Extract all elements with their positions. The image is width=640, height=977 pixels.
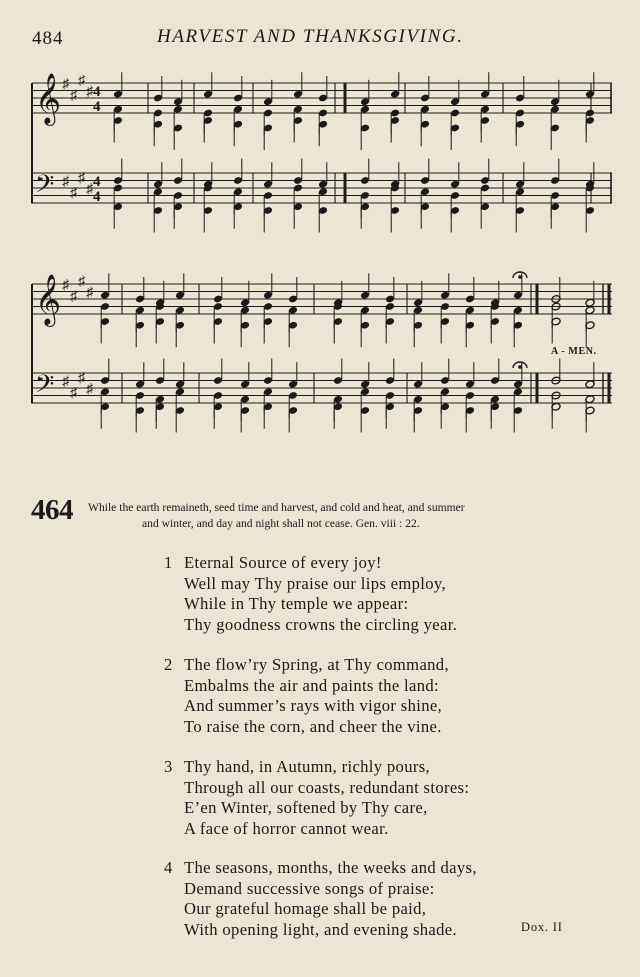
stanza-4 <box>164 858 477 940</box>
bass-clef-icon: 𝄢 <box>35 171 55 204</box>
sharp-icon: ♯ <box>70 88 77 104</box>
hymn-number: 464 <box>31 494 73 526</box>
time-signature-top: 4 <box>93 84 101 100</box>
sharp-icon: ♯ <box>78 370 85 386</box>
verse-line: Through all our coasts, redundant stores: <box>184 777 470 797</box>
verse-line: Thy hand, in Autumn, richly pours, <box>184 757 431 776</box>
epigraph-line: and winter, and day and night shall not cease. Gen. viii : 22. <box>142 517 420 530</box>
epigraph <box>88 500 578 532</box>
sharp-icon: ♯ <box>78 73 85 89</box>
sharp-icon: ♯ <box>86 84 93 100</box>
stanza-2 <box>164 655 449 737</box>
sharp-icon: ♯ <box>70 185 77 201</box>
clefs <box>35 74 61 404</box>
sharp-icon: ♯ <box>62 174 69 190</box>
doxology-reference: Dox. II <box>521 920 563 934</box>
stanza-number: 3 <box>164 757 173 776</box>
verse-line: The flow’ry Spring, at Thy command, <box>184 655 449 674</box>
barlines <box>122 83 611 403</box>
sharp-icon: ♯ <box>62 77 69 92</box>
time-signature-bottom: 4 <box>93 189 101 205</box>
running-title: HARVEST AND THANKSGIVING. <box>157 26 464 47</box>
page-number: 484 <box>32 28 64 49</box>
verse-line: Well may Thy praise our lips employ, <box>184 573 446 593</box>
stanza-number: 2 <box>164 655 173 674</box>
treble-clef-icon: 𝄞 <box>35 74 62 123</box>
verse-line: E’en Winter, softened by Thy care, <box>184 798 428 817</box>
notes <box>100 72 595 432</box>
key-signatures <box>62 73 94 401</box>
verse-line: Eternal Source of every joy! <box>184 553 382 572</box>
sharp-icon: ♯ <box>86 285 93 301</box>
sharp-icon: ♯ <box>70 289 77 305</box>
time-signature-bottom: 4 <box>93 99 101 115</box>
stanza-3 <box>164 757 469 839</box>
sharp-icon: ♯ <box>78 170 85 186</box>
staff-lines <box>32 83 612 403</box>
verse-line: Demand successive songs of praise: <box>184 878 435 898</box>
verse-line: While in Thy temple we appear: <box>184 594 409 613</box>
fermata-dot <box>519 366 522 369</box>
time-signature-top: 4 <box>93 174 101 190</box>
treble-clef-icon: 𝄞 <box>35 275 62 324</box>
verse-line: To raise the corn, and cheer the vine. <box>184 716 442 736</box>
music-score <box>0 0 640 470</box>
sharp-icon: ♯ <box>86 382 93 397</box>
verse-line: Embalms the air and paints the land: <box>184 675 439 695</box>
verse-line: Our grateful homage shall be paid, <box>184 899 427 918</box>
verse-line: With opening light, and evening shade. <box>184 919 458 939</box>
sharp-icon: ♯ <box>62 374 69 390</box>
fermata-dot <box>519 276 522 279</box>
sharp-icon: ♯ <box>62 278 69 293</box>
stanza-number: 4 <box>164 858 173 877</box>
sharp-icon: ♯ <box>70 385 77 401</box>
sharp-icon: ♯ <box>78 274 85 290</box>
verse-line: And summer’s rays with vigor shine, <box>184 696 443 715</box>
time-signatures <box>93 84 101 205</box>
verse-line: The seasons, months, the weeks and days, <box>184 858 477 877</box>
bass-clef-icon: 𝄢 <box>35 371 55 404</box>
verse-line: A face of horror cannot wear. <box>184 818 389 838</box>
sharp-icon: ♯ <box>86 182 93 197</box>
amen-label: A - MEN. <box>551 346 597 357</box>
verse-line: Thy goodness crowns the circling year. <box>184 614 458 634</box>
epigraph-line: While the earth remaineth, seed time and harvest, and cold and heat, and summer <box>88 501 465 514</box>
stanza-number: 1 <box>164 553 173 572</box>
stanza-1 <box>164 553 457 635</box>
